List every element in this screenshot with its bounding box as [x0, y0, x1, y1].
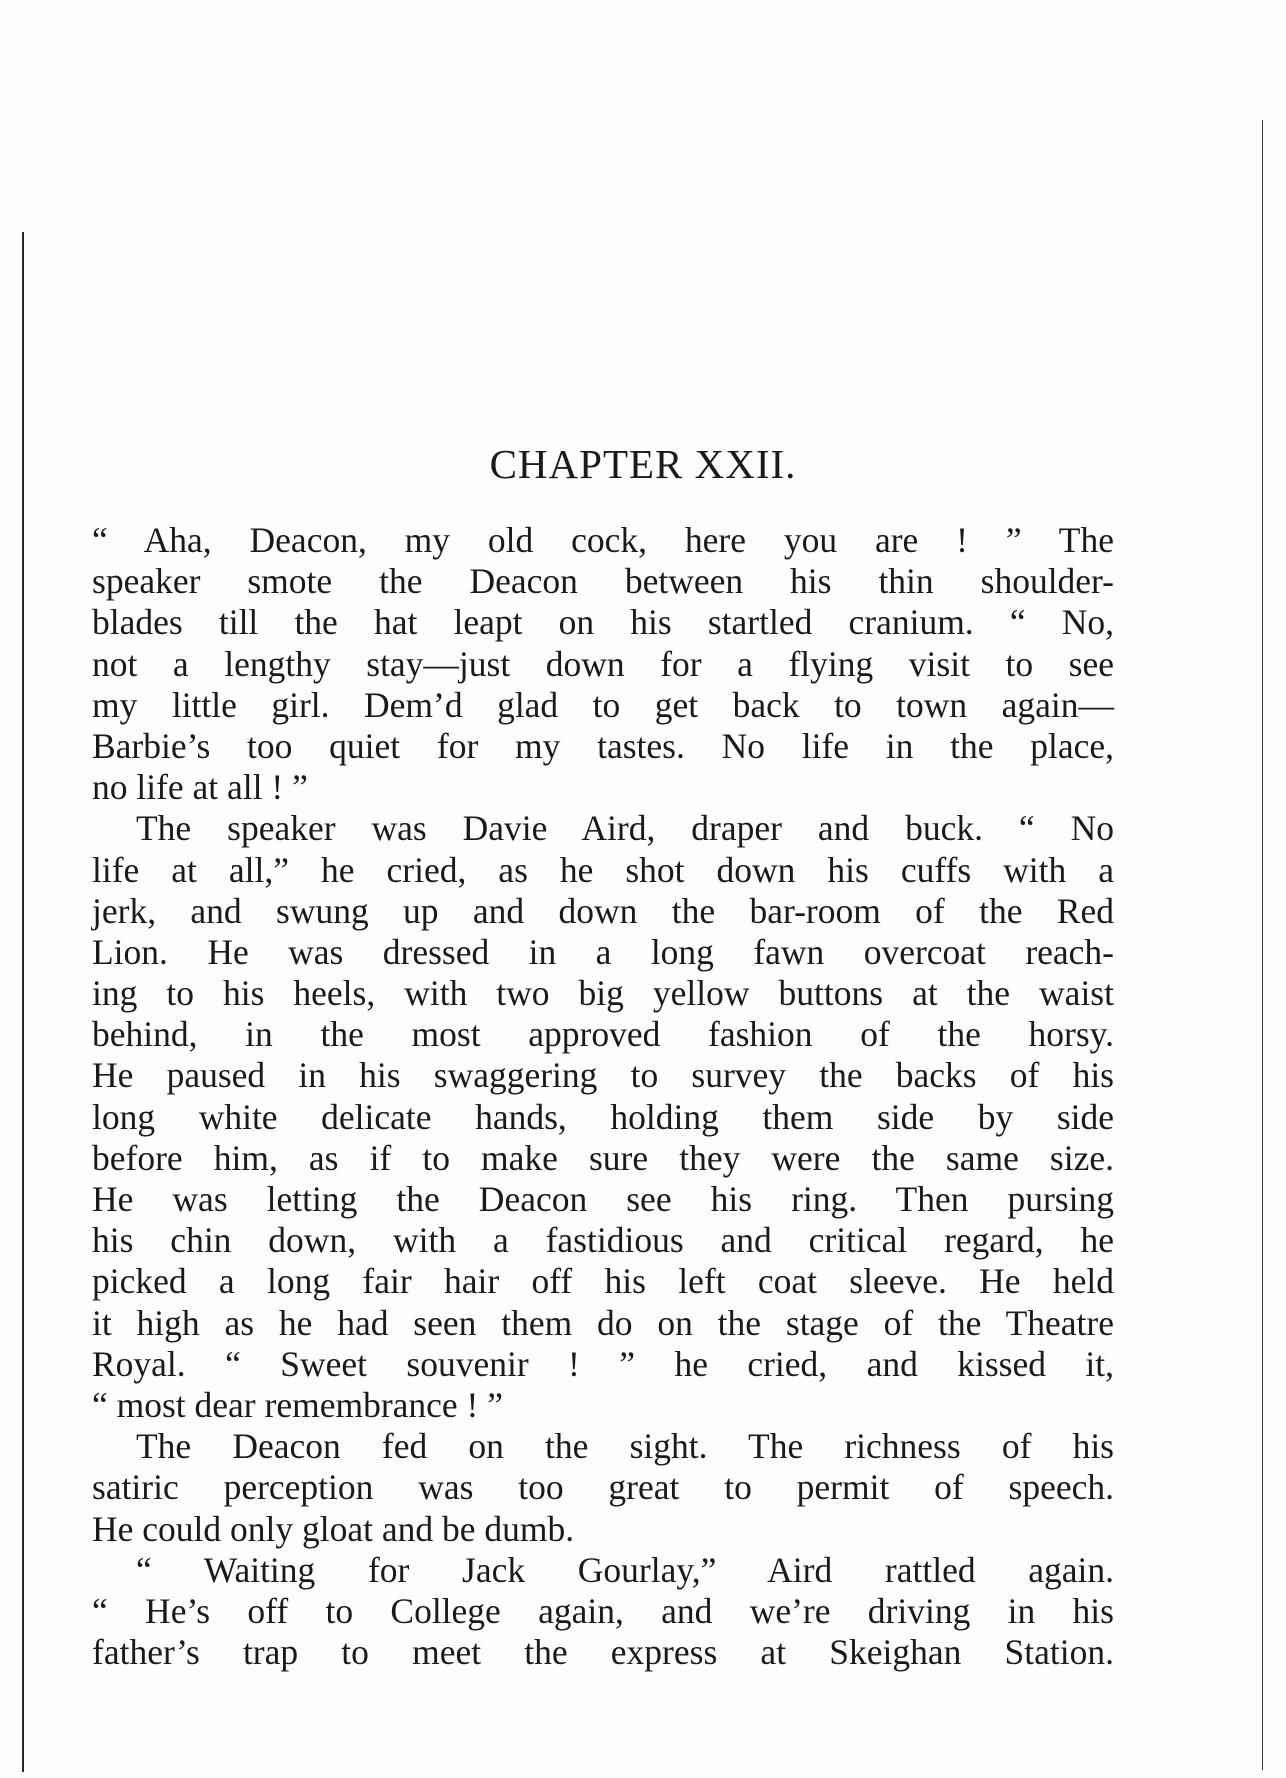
text-line: jerk, and swung up and down the bar-room of the Red [92, 890, 1114, 931]
text-line: not a lengthy stay—just down for a flying visit to see [92, 643, 1114, 684]
text-line: Barbie’s too quiet for my tastes. No life in the place, [92, 725, 1114, 766]
text-line: my little girl. Dem’d glad to get back to town again— [92, 684, 1114, 725]
chapter-title: CHAPTER XXII. [489, 441, 797, 487]
text-line: Royal. “ Sweet souvenir ! ” he cried, and kissed it, [92, 1343, 1114, 1384]
text-line: no life at all ! ” [92, 767, 308, 808]
text-line: Lion. He was dressed in a long fawn overcoat reach- [92, 931, 1114, 972]
text-line: He could only gloat and be dumb. [92, 1508, 575, 1549]
text-line: father’s trap to meet the express at Skeighan Station. [92, 1632, 1114, 1673]
text-line: satiric perception was too great to permit of speech. [92, 1467, 1114, 1508]
text-line: blades till the hat leapt on his startled cranium. “ No, [92, 602, 1114, 643]
text-line: The speaker was Davie Aird, draper and buck. “ No [136, 808, 1114, 849]
page-edge-right [1262, 120, 1263, 1770]
text-line: his chin down, with a fastidious and critical regard, he [92, 1220, 1114, 1261]
text-line: “ Aha, Deacon, my old cock, here you are ! ” The [92, 520, 1114, 560]
text-line: “ He’s off to College again, and we’re driving in his [92, 1590, 1114, 1631]
text-line: The Deacon fed on the sight. The richness of his [136, 1426, 1114, 1467]
text-line: “ Waiting for Jack Gourlay,” Aird rattled again. [136, 1549, 1114, 1590]
text-line: “ most dear remembrance ! ” [92, 1384, 503, 1425]
text-line: He paused in his swaggering to survey the backs of his [92, 1055, 1114, 1096]
chapter-text [92, 520, 1114, 1673]
text-line: He was letting the Deacon see his ring. Then pursing [92, 1179, 1114, 1219]
text-line: long white delicate hands, holding them side by side [92, 1096, 1114, 1137]
text-line: life at all,” he cried, as he shot down his cuffs with a [92, 849, 1114, 890]
text-line: ing to his heels, with two big yellow buttons at the waist [92, 973, 1114, 1014]
text-line: it high as he had seen them do on the stage of the Theatre [92, 1302, 1114, 1343]
text-line: behind, in the most approved fashion of the horsy. [92, 1014, 1114, 1055]
text-line: before him, as if to make sure they were the same size. [92, 1137, 1114, 1178]
text-line: speaker smote the Deacon between his thin shoulder- [92, 561, 1114, 602]
text-line: picked a long fair hair off his left coat sleeve. He held [92, 1261, 1114, 1302]
